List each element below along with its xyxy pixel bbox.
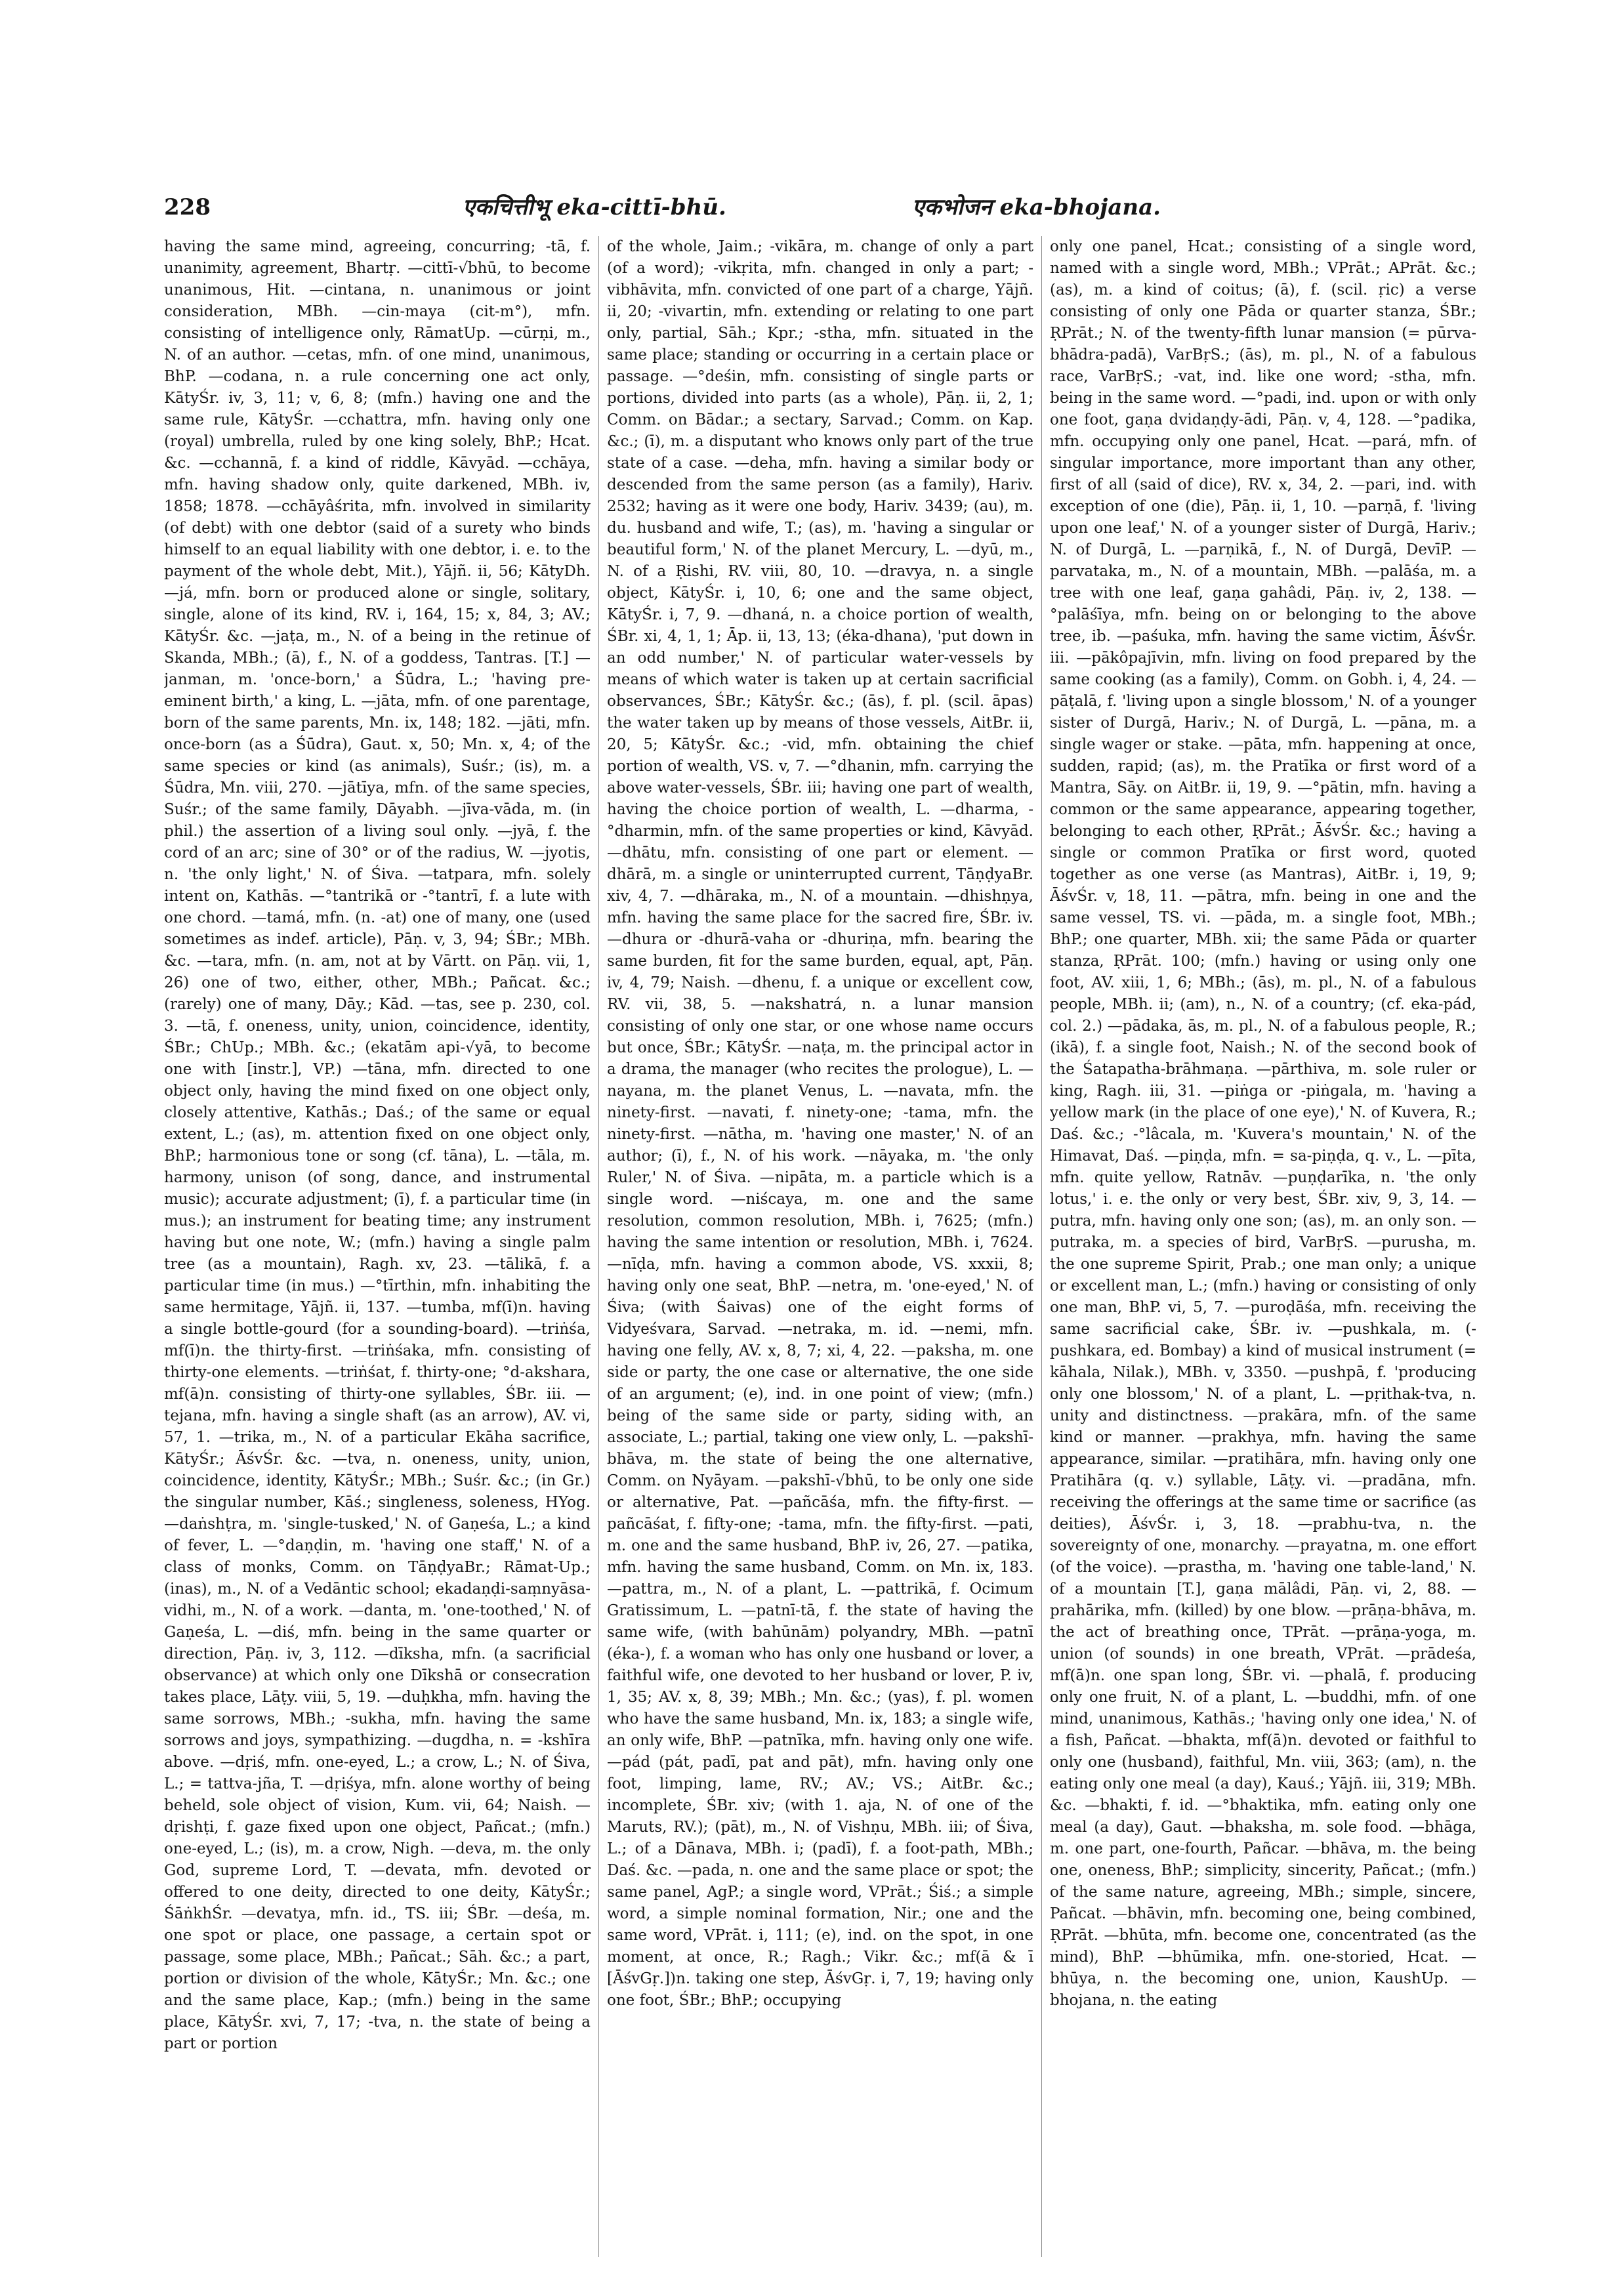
page-header	[164, 188, 1476, 227]
column-2-text: of the whole, Jaim.; -vikāra, m. change of only a part (of a word); -vikṛita, mfn. changed in only a part; -vibhāvita, mfn. convicted of one part of a charge, Yājñ. ii, 20; -vivartin, mfn. extending or relating to one part only, partial, Sāh.; Kpr.; -stha, mfn. situated in the same place; standing or occurring in a certain place or passage. —°deśin, mfn. consisting of single parts or portions, divided into parts (as a whole), Pāṇ. ii, 2, 1; Comm. on Bādar.; a sectary, Sarvad.; Comm. on Kap. &c.; (ī), m. a disputant who knows only part of the true state of a case. —deha, mfn. having a similar body or descended from the same person (as a family), Hariv. 2532; having as it were one body, Hariv. 3439; (au), m. du. husband and wife, T.; (as), m. 'having a singular or beautiful form,' N. of the planet Mercury, L. —dyū, m., N. of a Ṛishi, RV. viii, 80, 10. —dravya, n. a single object, KātyŚr. i, 10, 6; one and the same object, KātyŚr. i, 7, 9. —dhaná, n. a choice portion of wealth, ŚBr. xi, 4, 1, 1; Āp. ii, 13, 13; (éka-dhana), 'put down in an odd number,' N. of particular water-vessels by means of which water is taken up at certain sacrificial observances, ŚBr.; KātyŚr. &c.; (ās), f. pl. (scil. āpas) the water taken up by means of those vessels, AitBr. ii, 20, 5; KātyŚr. &c.; -vid, mfn. obtaining the chief portion of wealth, VS. v, 7. —°dhanin, mfn. carrying the above water-vessels, ŚBr. iii; having one part of wealth, having the choice portion of wealth, L. —dharma, -°dharmin, mfn. of the same properties or kind, Kāvyād. —dhātu, mfn. consisting of one part or element. —dhārā, m. a single or uninterrupted current, TāṇḍyaBr. xiv, 4, 7. —dhāraka, m., N. of a mountain. —dhishṇya, mfn. having the same place for the sacred fire, ŚBr. iv. —dhura or -dhurā-vaha or -dhuriṇa, mfn. bearing the same burden, fit for the same burden, equal, apt, Pāṇ. iv, 4, 79; Naish. —dhenu, f. a unique or excellent cow, RV. vii, 38, 5. —nakshatrá, n. a lunar mansion consisting of only one star, or one whose name occurs but once, ŚBr.; KātyŚr. —naṭa, m. the principal actor in a drama, the manager (who recites the prologue), L. —nayana, m. the planet Venus, L. —navata, mfn. the ninety-first. —navati, f. ninety-one; -tama, mfn. the ninety-first. —nātha, m. 'having one master,' N. of an author; (ī), f., N. of his work. —nāyaka, m. 'the only Ruler,' N. of Śiva. —nipāta, m. a particle which is a single word. —niścaya, m. one and the same resolution, common resolution, MBh. i, 7625; (mfn.) having the same intention or resolution, MBh. i, 7624. —nīḍa, mfn. having a common abode, VS. xxxii, 8; having only one seat, BhP. —netra, m. 'one-eyed,' N. of Śiva; (with Śaivas) one of the eight forms of Vidyeśvara, Sarvad. —netraka, m. id. —nemi, mfn. having one felly, AV. x, 8, 7; xi, 4, 22. —paksha, m. one side or party, the one case or alternative, the one side of an argument; (e), ind. in one point of view; (mfn.) being of the same side or party, siding with, an associate, L.; partial, taking one view only, L. —pakshī-bhāva, m. the state of being the one alternative, Comm. on Nyāyam. —pakshī-√bhū, to be only one side or alternative, Pat. —pañcāśa, mfn. the fifty-first. —pañcāśat, f. fifty-one; -tama, mfn. the fifty-first. —pati, m. one and the same husband, BhP. iv, 26, 27. —patika, mfn. having the same husband, Comm. on Mn. ix, 183. —pattra, m., N. of a plant, L. —pattrikā, f. Ocimum Gratissimum, L. —patnī-tā, f. the state of having the same wife, (with bahūnām) polyandry, MBh. —patnī (éka-), f. a woman who has only one husband or lover, a faithful wife, one devoted to her husband or lover, P. iv, 1, 35; AV. x, 8, 39; MBh.; Mn. &c.; (yas), f. pl. women who have the same husband, Mn. ix, 183; a single wife, an only wife, BhP. —patnīka, mfn. having only one wife. —pád (pát, padī, pat and pāt), mfn. having only one foot, limping, lame, RV.; AV.; VS.; AitBr. &c.; incomplete, ŚBr. xiv; (with 1. aja, N. of one of the Maruts, RV.); (pāt), m., N. of Vishṇu, MBh. iii; of Śiva, L.; of a Dānava, MBh. i; (padī), f. a foot-path, MBh.; Daś. &c. —pada, n. one and the same place or spot; the same panel, AgP.; a single word, VPrāt.; Śiś.; a simple word, a simple nominal formation, Nir.; one and the same word, VPrāt. i, 111; (e), ind. on the spot, in one moment, at once, R.; Ragh.; Vikr. &c.; mf(ā & ī [ĀśvGṛ.])n. taking one step, ĀśvGṛ. i, 7, 19; having only one foot, ŚBr.; BhP.; occupying	[607, 238, 1033, 2009]
left-running-headword: एकचित्तीभू eka-cittī-bhū.	[463, 194, 726, 220]
column-divider-1	[598, 236, 599, 2257]
column-3-text: only one panel, Hcat.; consisting of a single word, named with a single word, MBh.; VPrāt.; APrāt. &c.; (as), m. a kind of coitus; (ā), f. (scil. ṛic) a verse consisting of only one Pāda or quarter stanza, ŚBr.; ṚPrāt.; N. of the twenty-fifth lunar mansion (= pūrva-bhādra-padā), VarBṛS.; (ās), m. pl., N. of a fabulous race, VarBṛS.; -vat, ind. like one word; -stha, mfn. being in the same word. —°padi, ind. upon or with only one foot, gaṇa dvidaṇḍy-ādi, Pāṇ. v, 4, 128. —°padika, mfn. occupying only one panel, Hcat. —pará, mfn. of singular importance, more important than any other, first of all (said of dice), RV. x, 34, 2. —pari, ind. with exception of one (die), Pāṇ. ii, 1, 10. —parṇā, f. 'living upon one leaf,' N. of a younger sister of Durgā, Hariv.; N. of Durgā, L. —parṇikā, f., N. of Durgā, DevīP. —parvataka, m., N. of a mountain, MBh. —palāśa, m. a tree with one leaf, gaṇa gahâdi, Pāṇ. iv, 2, 138. —°palāśīya, mfn. being on or belonging to the above tree, ib. —paśuka, mfn. having the same victim, ĀśvŚr. iii. —pākôpajīvin, mfn. living on food prepared by the same cooking (as a family), Comm. on Gobh. i, 4, 24. —pāṭalā, f. 'living upon a single blossom,' N. of a younger sister of Durgā, Hariv.; N. of Durgā, L. —pāna, m. a single wager or stake. —pāta, mfn. happening at once, sudden, rapid; (as), m. the Pratīka or first word of a Mantra, Sāy. on AitBr. ii, 19, 9. —°pātin, mfn. having a common or the same appearance, appearing together, belonging to each other, ṚPrāt.; ĀśvŚr. &c.; having a single or common Pratīka or first word, quoted together as one verse (as Mantras), AitBr. i, 19, 9; ĀśvŚr. v, 18, 11. —pātra, mfn. being in one and the same vessel, TS. vi. —pāda, m. a single foot, MBh.; BhP.; one quarter, MBh. xii; the same Pāda or quarter stanza, ṚPrāt. 100; (mfn.) having or using only one foot, AV. xiii, 1, 6; MBh.; (ās), m. pl., N. of a fabulous people, MBh. ii; (am), n., N. of a country; (cf. eka-pád, col. 2.) —pādaka, ās, m. pl., N. of a fabulous people, R.; (ikā), f. a single foot, Naish.; N. of the second book of the Śatapatha-brāhmaṇa. —pārthiva, m. sole ruler or king, Ragh. iii, 31. —piṅga or -piṅgala, m. 'having a yellow mark (in the place of one eye),' N. of Kuvera, R.; Daś. &c.; -°lâcala, m. 'Kuvera's mountain,' N. of the Himavat, Daś. —piṇḍa, mfn. = sa-piṇḍa, q. v., L. —pīta, mfn. quite yellow, Ratnāv. —puṇḍarīka, n. 'the only lotus,' i. e. the only or very best, ŚBr. xiv, 9, 3, 14. —putra, mfn. having only one son; (as), m. an only son. —putraka, m. a species of bird, VarBṛS. —purusha, m. the one supreme Spirit, Prab.; one man only; a unique or excellent man, L.; (mfn.) having or consisting of only one man, BhP. vi, 5, 7. —puroḍāśa, mfn. receiving the same sacrificial cake, ŚBr. iv. —pushkala, m. (-pushkara, ed. Bombay) a kind of musical instrument (= kāhala, Nilak.), MBh. v, 3350. —pushpā, f. 'producing only one blossom,' N. of a plant, L. —pṛithak-tva, n. unity and distinctness. —prakāra, mfn. of the same kind or manner. —prakhya, mfn. having the same appearance, similar. —pratihāra, mfn. having only one Pratihāra (q. v.) syllable, Lāṭy. vi. —pradāna, mfn. receiving the offerings at the same time or sacrifice (as deities), ĀśvŚr. i, 3, 18. —prabhu-tva, n. the sovereignty of one, monarchy. —prayatna, m. one effort (of the voice). —prastha, m. 'having one table-land,' N. of a mountain [T.], gaṇa mālâdi, Pāṇ. vi, 2, 88. —prahārika, mfn. (killed) by one blow. —prāṇa-bhāva, m. the act of breathing once, TPrāt. —prāṇa-yoga, m. union (of sounds) in one breath, VPrāt. —prādeśa, mf(ā)n. one span long, ŚBr. vi. —phalā, f. producing only one fruit, N. of a plant, L. —buddhi, mfn. of one mind, unanimous, Kathās.; 'having only one idea,' N. of a fish, Pañcat. —bhakta, mf(ā)n. devoted or faithful to only one (husband), faithful, Mn. viii, 363; (am), n. the eating only one meal (a day), Kauś.; Yājñ. iii, 319; MBh. &c. —bhakti, f. id. —°bhaktika, mfn. eating only one meal (a day), Gaut. —bhaksha, m. sole food. —bhāga, m. one part, one-fourth, Pañcar. —bhāva, m. the being one, oneness, BhP.; simplicity, sincerity, Pañcat.; (mfn.) of the same nature, agreeing, MBh.; simple, sincere, Pañcat. —bhāvin, mfn. becoming one, being combined, ṚPrāt. —bhūta, mfn. become one, concentrated (as the mind), BhP. —bhūmika, mfn. one-storied, Hcat. —bhūya, n. the becoming one, union, KaushUp. —bhojana, n. the eating	[1050, 238, 1476, 2009]
column-divider-2	[1041, 236, 1042, 2257]
column-3	[1050, 236, 1476, 2257]
column-2	[607, 236, 1033, 2257]
page-number: 228	[164, 194, 211, 220]
column-1-text: having the same mind, agreeing, concurring; -tā, f. unanimity, agreement, Bhartṛ. —cittī-√bhū, to become unanimous, Hit. —cintana, n. unanimous or joint consideration, MBh. —cin-maya (cit-m°), mfn. consisting of intelligence only, RāmatUp. —cūrṇi, m., N. of an author. —cetas, mfn. of one mind, unanimous, BhP. —codana, n. a rule concerning one act only, KātyŚr. iv, 3, 11; v, 6, 8; (mfn.) having one and the same rule, KātyŚr. —cchattra, mfn. having only one (royal) umbrella, ruled by one king solely, BhP.; Hcat. &c. —cchannā, f. a kind of riddle, Kāvyād. —cchāya, mfn. having shadow only, quite darkened, MBh. iv, 1858; 1878. —cchāyâśrita, mfn. involved in similarity (of debt) with one debtor (said of a surety who binds himself to an equal liability with one debtor, i. e. to the payment of the whole debt, Mit.), Yājñ. ii, 56; KātyDh. —já, mfn. born or produced alone or single, solitary, single, alone of its kind, RV. i, 164, 15; x, 84, 3; AV.; KātyŚr. &c. —jaṭa, m., N. of a being in the retinue of Skanda, MBh.; (ā), f., N. of a goddess, Tantras. [T.] —janman, m. 'once-born,' a Śūdra, L.; 'having pre-eminent birth,' a king, L. —jāta, mfn. of one parentage, born of the same parents, Mn. ix, 148; 182. —jāti, mfn. once-born (as a Śūdra), Gaut. x, 50; Mn. x, 4; of the same species or kind (as animals), Suśr.; (is), m. a Śūdra, Mn. viii, 270. —jātīya, mfn. of the same species, Suśr.; of the same family, Dāyabh. —jīva-vāda, m. (in phil.) the assertion of a living soul only. —jyā, f. the cord of an arc; sine of 30° or of the radius, W. —jyotis, n. 'the only light,' N. of Śiva. —tatpara, mfn. solely intent on, Kathās. —°tantrikā or -°tantrī, f. a lute with one chord. —tamá, mfn. (n. -at) one of many, one (used sometimes as indef. article), Pāṇ. v, 3, 94; ŚBr.; MBh. &c. —tara, mfn. (n. am, not at by Vārtt. on Pāṇ. vii, 1, 26) one of two, either, other, MBh.; Pañcat. &c.; (rarely) one of many, Dāy.; Kād. —tas, see p. 230, col. 3. —tā, f. oneness, unity, union, coincidence, identity, ŚBr.; ChUp.; MBh. &c.; (ekatām api-√yā, to become one with [instr.], VP.) —tāna, mfn. directed to one object only, having the mind fixed on one object only, closely attentive, Kathās.; Daś.; of the same or equal extent, L.; (as), m. attention fixed on one object only, BhP.; harmonious tone or song (cf. tāna), L. —tāla, m. harmony, unison (of song, dance, and instrumental music); accurate adjustment; (ī), f. a particular time (in mus.); an instrument for beating time; any instrument having but one note, W.; (mfn.) having a single palm tree (as a mountain), Ragh. xv, 23. —tālikā, f. a particular time (in mus.) —°tīrthin, mfn. inhabiting the same hermitage, Yājñ. ii, 137. —tumba, mf(ī)n. having a single bottle-gourd (for a sounding-board). —triṅśa, mf(ī)n. the thirty-first. —triṅśaka, mfn. consisting of thirty-one elements. —triṅśat, f. thirty-one; °d-akshara, mf(ā)n. consisting of thirty-one syllables, ŚBr. iii. —tejana, mfn. having a single shaft (as an arrow), AV. vi, 57, 1. —trika, m., N. of a particular Ekāha sacrifice, KātyŚr.; ĀśvŚr. &c. —tva, n. oneness, unity, union, coincidence, identity, KātyŚr.; MBh.; Suśr. &c.; (in Gr.) the singular number, Kāś.; singleness, soleness, HYog. —daṅshṭra, m. 'single-tusked,' N. of Gaṇeśa, L.; a kind of fever, L. —°daṇḍin, m. 'having one staff,' N. of a class of monks, Comm. on TāṇḍyaBr.; Rāmat-Up.; (inas), m., N. of a Vedāntic school; ekadaṇḍi-saṃnyāsa-vidhi, m., N. of a work. —danta, m. 'one-toothed,' N. of Gaṇeśa, L. —diś, mfn. being in the same quarter or direction, Pāṇ. iv, 3, 112. —dīksha, mfn. (a sacrificial observance) at which only one Dīkshā or consecration takes place, Lāṭy. viii, 5, 19. —duḥkha, mfn. having the same sorrows, MBh.; -sukha, mfn. having the same sorrows and joys, sympathizing. —dugdha, n. = -kshīra above. —dṛiś, mfn. one-eyed, L.; a crow, L.; N. of Śiva, L.; = tattva-jña, T. —dṛiśya, mfn. alone worthy of being beheld, sole object of vision, Kum. vii, 64; Naish. —dṛishṭi, f. gaze fixed upon one object, Pañcat.; (mfn.) one-eyed, L.; (is), m. a crow, Nigh. —deva, m. the only God, supreme Lord, T. —devata, mfn. devoted or offered to one deity, directed to one deity, KātyŚr.; ŚāṅkhŚr. —devatya, mfn. id., TS. iii; ŚBr. —deśa, m. one spot or place, one passage, a certain spot or passage, some place, MBh.; Pañcat.; Sāh. &c.; a part, portion or division of the whole, KātyŚr.; Mn. &c.; one and the same place, Kap.; (mfn.) being in the same place, KātyŚr. xvi, 7, 17; -tva, n. the state of being a part or portion	[164, 238, 591, 2052]
right-running-headword: एकभोजन eka-bhojana.	[912, 194, 1161, 220]
column-1	[164, 236, 591, 2257]
